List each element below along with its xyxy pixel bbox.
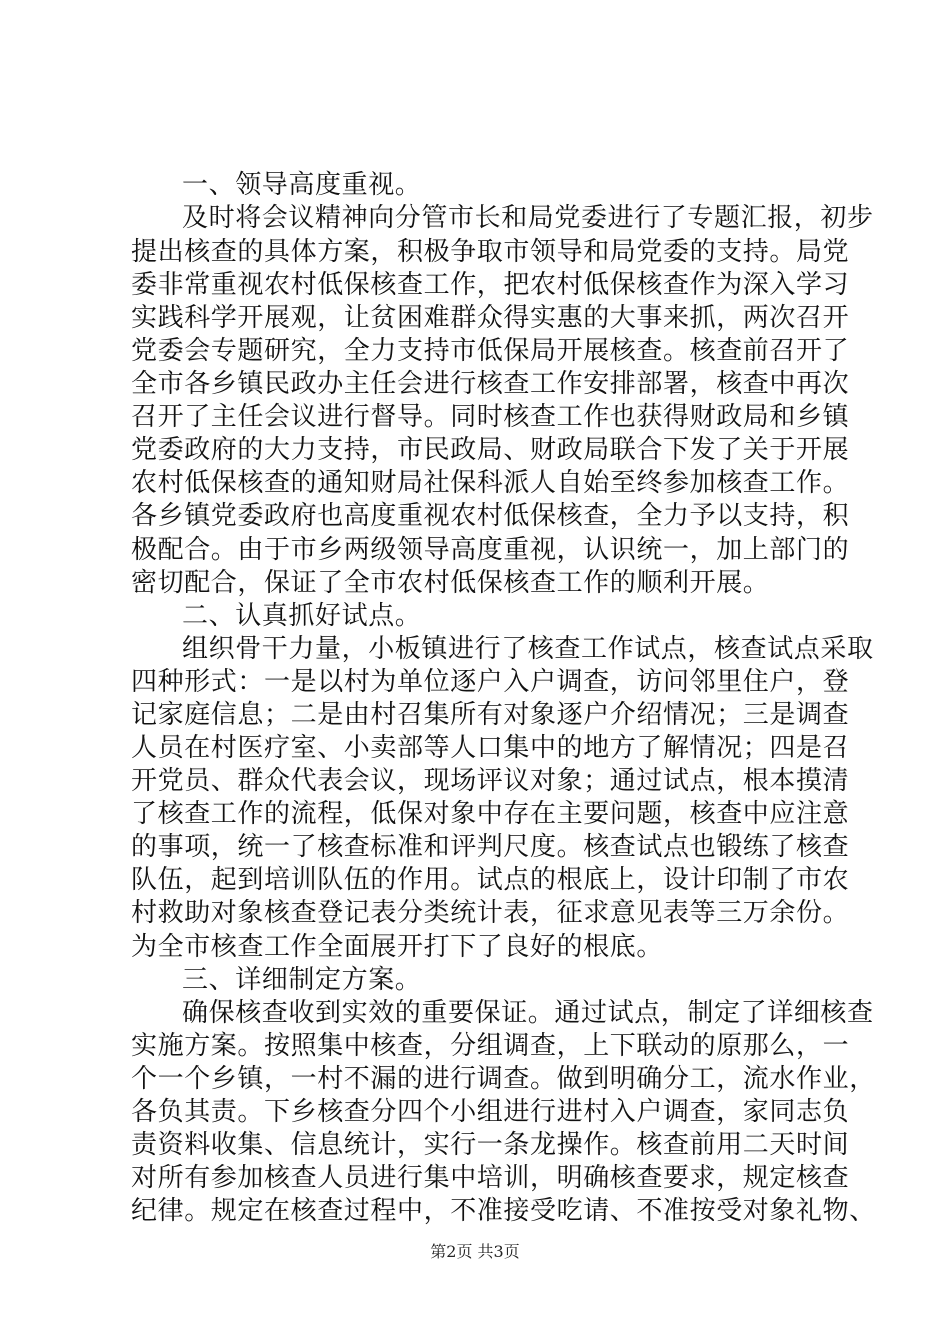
paragraph-line: 极配合。由于市乡两级领导高度重视，认识统一，加上部门的 bbox=[131, 535, 850, 565]
paragraph-line: 责资料收集、信息统计，实行一条龙操作。核查前用二天时间 bbox=[131, 1130, 850, 1160]
paragraph-line: 个一个乡镇，一村不漏的进行调查。做到明确分工，流水作业， bbox=[131, 1064, 876, 1094]
page-footer: 第2页 共3页 bbox=[430, 1242, 520, 1261]
paragraph-line: 各负其责。下乡核查分四个小组进行进村入户调查，家同志负 bbox=[131, 1097, 850, 1127]
paragraph-line: 组织骨干力量，小板镇进行了核查工作试点，核查试点采取 bbox=[182, 634, 874, 664]
paragraph-line: 农村低保核查的通知财局社保科派人自始至终参加核查工作。 bbox=[131, 468, 850, 498]
paragraph-line: 提出核查的具体方案，积极争取市领导和局党委的支持。局党 bbox=[131, 237, 850, 267]
section-heading-1: 一、领导高度重视。 bbox=[182, 170, 422, 200]
paragraph-line: 的事项，统一了核查标准和评判尺度。核查试点也锻练了核查 bbox=[131, 832, 850, 862]
paragraph-line: 对所有参加核查人员进行集中培训，明确核查要求，规定核查 bbox=[131, 1163, 850, 1193]
paragraph-line: 人员在村医疗室、小卖部等人口集中的地方了解情况；四是召 bbox=[131, 733, 850, 763]
paragraph-line: 密切配合，保证了全市农村低保核查工作的顺利开展。 bbox=[131, 568, 770, 598]
paragraph-line: 队伍，起到培训队伍的作用。试点的根底上，设计印制了市农 bbox=[131, 865, 850, 895]
paragraph-line: 委非常重视农村低保核查工作，把农村低保核查作为深入学习 bbox=[131, 270, 850, 300]
paragraph-line: 四种形式：一是以村为单位逐户入户调查，访问邻里住户，登 bbox=[131, 667, 850, 697]
paragraph-line: 村救助对象核查登记表分类统计表，征求意见表等三万余份。 bbox=[131, 898, 850, 928]
paragraph-line: 确保核查收到实效的重要保证。通过试点，制定了详细核查 bbox=[182, 998, 874, 1028]
paragraph-line: 党委会专题研究，全力支持市低保局开展核查。核查前召开了 bbox=[131, 336, 850, 366]
paragraph-line: 为全市核查工作全面展开打下了良好的根底。 bbox=[131, 932, 664, 962]
paragraph-line: 了核查工作的流程，低保对象中存在主要问题，核查中应注意 bbox=[131, 799, 850, 829]
paragraph-line: 各乡镇党委政府也高度重视农村低保核查，全力予以支持，积 bbox=[131, 501, 850, 531]
paragraph-line: 记家庭信息；二是由村召集所有对象逐户介绍情况；三是调查 bbox=[131, 700, 850, 730]
paragraph-line: 全市各乡镇民政办主任会进行核查工作安排部署，核查中再次 bbox=[131, 369, 850, 399]
paragraph-line: 及时将会议精神向分管市长和局党委进行了专题汇报，初步 bbox=[182, 203, 874, 233]
paragraph-line: 实施方案。按照集中核查，分组调查，上下联动的原那么，一 bbox=[131, 1031, 850, 1061]
paragraph-line: 纪律。规定在核查过程中，不准接受吃请、不准按受对象礼物、 bbox=[131, 1196, 876, 1226]
paragraph-line: 实践科学开展观，让贫困难群众得实惠的大事来抓，两次召开 bbox=[131, 303, 850, 333]
section-heading-3: 三、详细制定方案。 bbox=[182, 965, 422, 995]
section-heading-2: 二、认真抓好试点。 bbox=[182, 601, 422, 631]
paragraph-line: 开党员、群众代表会议，现场评议对象；通过试点，根本摸清 bbox=[131, 766, 850, 796]
paragraph-line: 党委政府的大力支持，市民政局、财政局联合下发了关于开展 bbox=[131, 435, 850, 465]
paragraph-line: 召开了主任会议进行督导。同时核查工作也获得财政局和乡镇 bbox=[131, 402, 850, 432]
